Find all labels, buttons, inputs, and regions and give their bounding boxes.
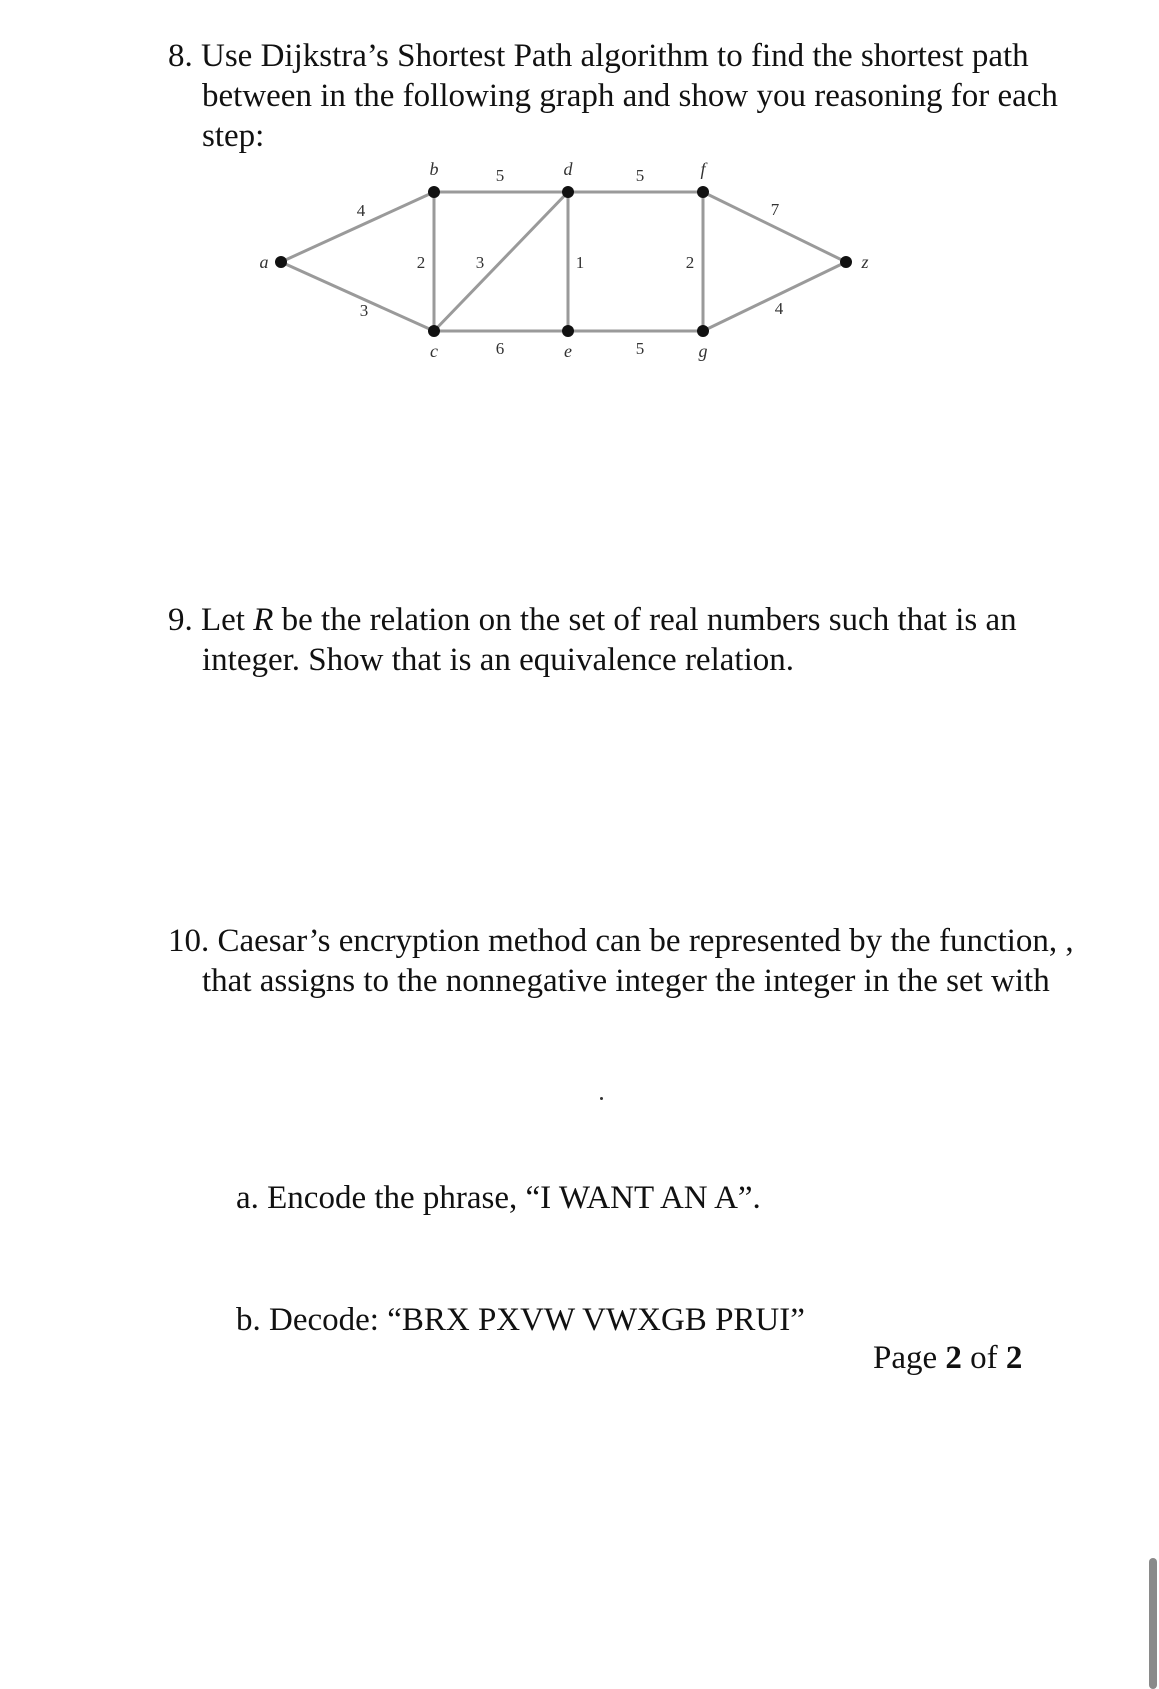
vertex-label-a: a [259, 252, 269, 272]
vertex-e [562, 325, 574, 337]
question-10-number: 10. [168, 923, 210, 959]
question-9-text-after: be the relation on the set of real numbers such that is an integer. Show that is an equivalence relation. [202, 602, 1017, 678]
edge-weight-bd: 5 [495, 166, 505, 185]
question-8-text: Use Dijkstra’s Shortest Path algorithm to find the shortest path between in the following graph and show you reasoning for each step: [201, 38, 1058, 154]
vertex-label-f: f [700, 159, 706, 179]
question-9 [168, 600, 1102, 680]
edge-weight-fg: 2 [685, 253, 695, 272]
vertex-g [697, 325, 709, 337]
question-9-number: 9. [168, 602, 193, 638]
of-word: of [970, 1340, 998, 1376]
vertex-d [562, 186, 574, 198]
page-current: 2 [945, 1340, 962, 1376]
question-10-part-a: a. Encode the phrase, “I WANT AN A”. [236, 1180, 761, 1216]
edge-weight-gz: 4 [774, 299, 784, 318]
vertex-z [840, 256, 852, 268]
question-10 [168, 921, 1102, 1001]
edge-weight-ce: 6 [495, 339, 505, 358]
page-number [873, 1338, 1123, 1378]
edge-a-c [281, 262, 434, 331]
edge-c-d [434, 192, 568, 331]
page-word: Page [873, 1340, 938, 1376]
edge-weight-bc: 2 [416, 253, 426, 272]
question-8 [168, 36, 1102, 156]
vertex-label-b: b [429, 159, 439, 179]
edge-weight-cd: 3 [475, 253, 485, 272]
question-9-text-before: Let [201, 602, 245, 638]
vertex-label-z: z [861, 252, 869, 272]
edge-weight-ac: 3 [359, 301, 369, 320]
vertex-label-d: d [563, 159, 573, 179]
question-10-text: Caesar’s encryption method can be represented by the function, , that assigns to the nonnegative integer the integer in the set with [202, 923, 1074, 999]
edge-weight-ab: 4 [356, 201, 366, 220]
vertex-a [275, 256, 287, 268]
question-9-variable: R [253, 602, 274, 638]
edge-g-z [703, 262, 846, 331]
edge-weight-eg: 5 [635, 339, 645, 358]
stray-dot [600, 1097, 603, 1100]
weighted-graph [259, 155, 882, 370]
vertex-c [428, 325, 440, 337]
page-total: 2 [1005, 1340, 1023, 1376]
vertex-label-c: c [430, 341, 438, 361]
edge-weight-fz: 7 [770, 200, 780, 219]
vertex-f [697, 186, 709, 198]
question-8-number: 8. [168, 38, 193, 74]
edge-weight-de: 1 [575, 253, 585, 272]
question-10-part-b: b. Decode: “BRX PXVW VWXGB PRUI” [236, 1302, 805, 1338]
vertex-b [428, 186, 440, 198]
scrollbar-thumb[interactable] [1149, 1558, 1157, 1689]
edge-weight-df: 5 [635, 166, 645, 185]
vertex-label-e: e [564, 341, 572, 361]
vertex-label-g: g [698, 341, 708, 361]
